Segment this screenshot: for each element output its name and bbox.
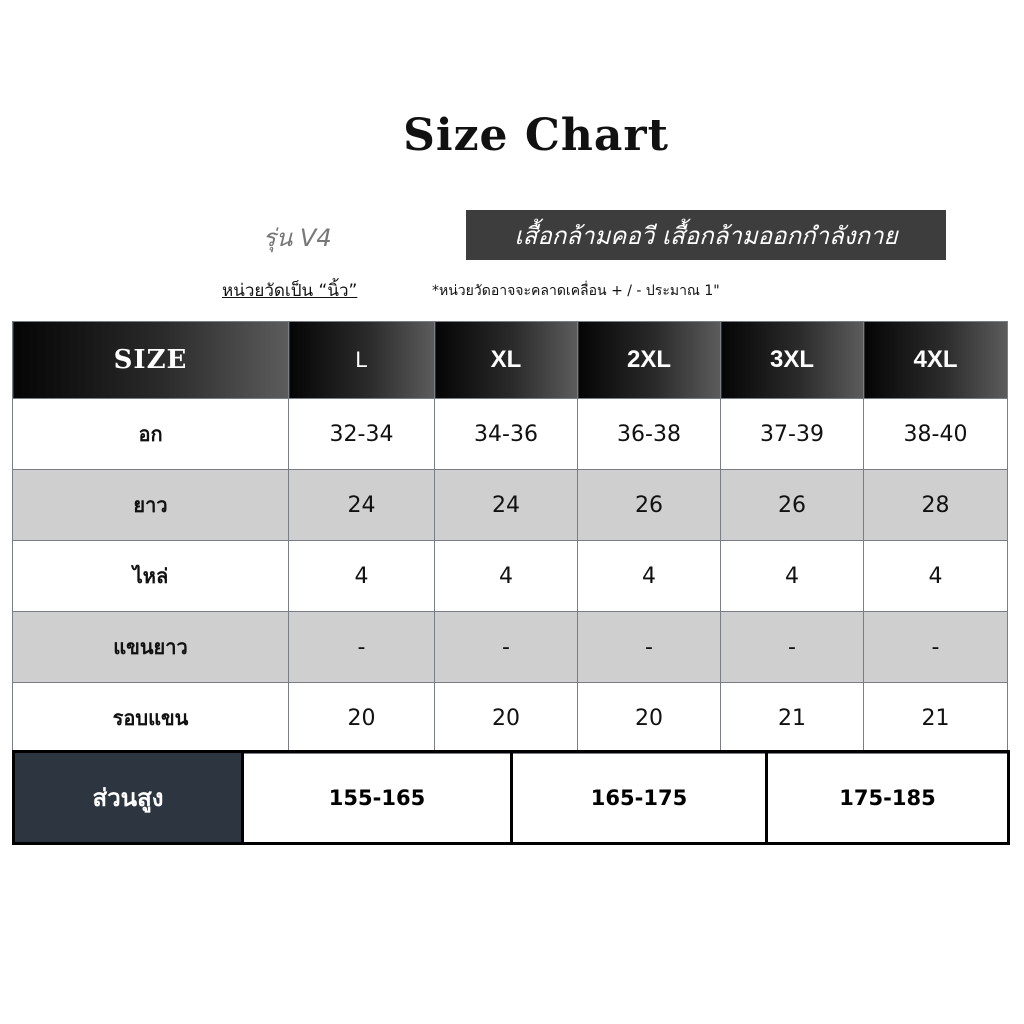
size-header-cell: 2XL	[578, 322, 721, 399]
table-cell: 38-40	[864, 399, 1008, 470]
table-cell: 4	[864, 541, 1008, 612]
height-range-cell: 155-165	[243, 752, 512, 844]
table-cell: 34-36	[435, 399, 578, 470]
size-header-cell: SIZE	[13, 322, 289, 399]
table-cell: 20	[578, 683, 721, 754]
table-cell: 20	[435, 683, 578, 754]
table-cell: -	[578, 612, 721, 683]
table-cell: 4	[578, 541, 721, 612]
table-cell: 28	[864, 470, 1008, 541]
table-cell: 21	[864, 683, 1008, 754]
table-cell: 36-38	[578, 399, 721, 470]
height-label: ส่วนสูง	[14, 752, 243, 844]
table-cell: 4	[289, 541, 435, 612]
model-label: รุ่น V4	[263, 224, 332, 252]
table-row	[13, 470, 1008, 541]
size-header-cell: 4XL	[864, 322, 1008, 399]
table-row	[13, 683, 1008, 754]
height-range-cell: 175-185	[767, 752, 1009, 844]
table-row	[13, 612, 1008, 683]
table-cell: 21	[721, 683, 864, 754]
size-header-cell: XL	[435, 322, 578, 399]
table-cell: 20	[289, 683, 435, 754]
height-range-cell: 165-175	[512, 752, 767, 844]
size-header-cell: L	[289, 322, 435, 399]
row-label: รอบแขน	[13, 683, 289, 754]
size-header-row	[13, 322, 1008, 399]
table-cell: 32-34	[289, 399, 435, 470]
measurement-note: *หน่วยวัดอาจจะคลาดเคลื่อน + / - ประมาณ 1"	[432, 283, 720, 299]
row-label: ไหล่	[13, 541, 289, 612]
row-label: อก	[13, 399, 289, 470]
table-cell: -	[289, 612, 435, 683]
table-cell: -	[864, 612, 1008, 683]
table-cell: 4	[721, 541, 864, 612]
table-cell: 4	[435, 541, 578, 612]
table-cell: 26	[578, 470, 721, 541]
page-title: Size Chart	[403, 110, 669, 161]
product-name-banner: เสื้อกล้ามคอวี เสื้อกล้ามออกกำลังกาย	[466, 210, 946, 260]
table-cell: -	[721, 612, 864, 683]
table-cell: 24	[289, 470, 435, 541]
table-row	[13, 399, 1008, 470]
size-header-cell: 3XL	[721, 322, 864, 399]
table-cell: 24	[435, 470, 578, 541]
height-row	[14, 752, 1009, 844]
table-row	[13, 541, 1008, 612]
height-table	[12, 750, 1010, 845]
table-cell: -	[435, 612, 578, 683]
table-cell: 26	[721, 470, 864, 541]
table-cell: 37-39	[721, 399, 864, 470]
row-label: ยาว	[13, 470, 289, 541]
row-label: แขนยาว	[13, 612, 289, 683]
size-table	[12, 321, 1008, 754]
unit-label: หน่วยวัดเป็น “นิ้ว”	[222, 281, 358, 301]
